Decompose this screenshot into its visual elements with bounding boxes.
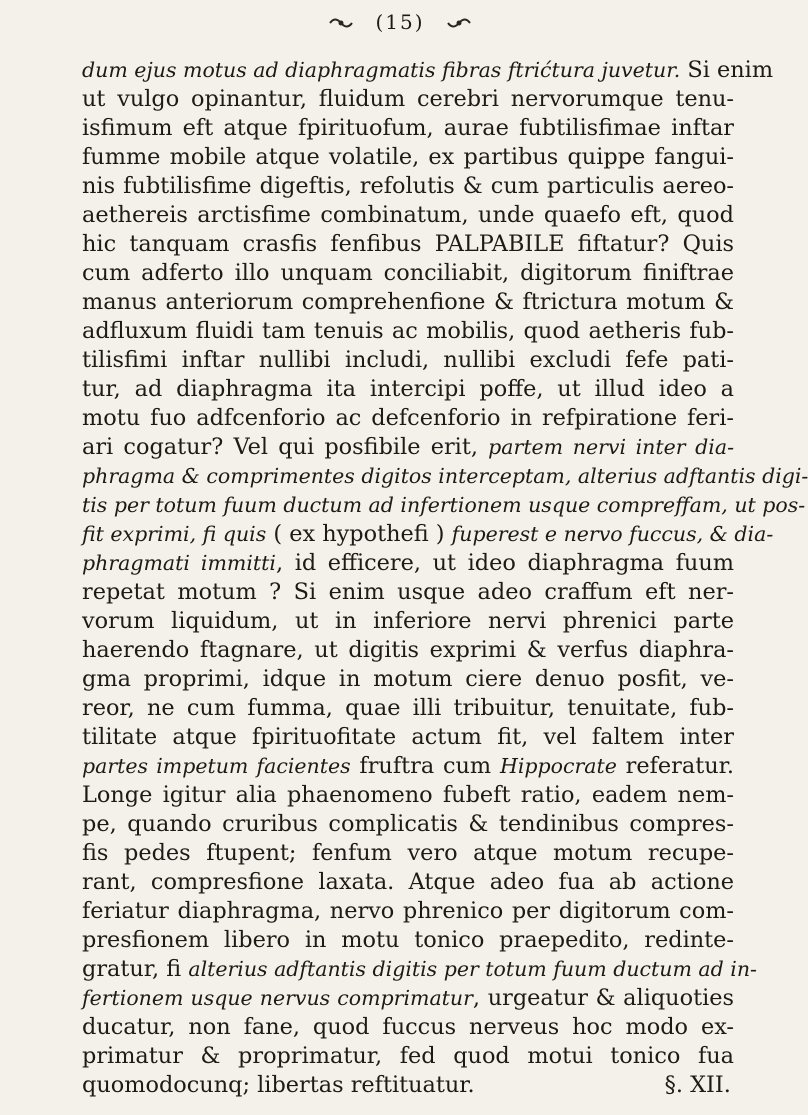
text-run: Si enim — [680, 57, 774, 83]
text-run: vorum liquidum, ut in inferiore nervi phrenici parte — [82, 608, 734, 634]
italic-text: Hippocrate — [499, 754, 617, 778]
text-run: , urgeatur & aliquoties — [472, 985, 734, 1011]
text-line — [82, 1042, 734, 1071]
text-run: feriatur diaphragma, nervo phrenico per digitorum com- — [82, 898, 734, 924]
italic-text: phragma & comprimentes digitos interceptam, alterius adftantis digi- — [82, 464, 808, 488]
text-line — [82, 143, 734, 172]
text-run: gma proprimi, idque in motum ciere denuo posfit, ve- — [82, 666, 734, 692]
text-run: gratur, fi — [82, 956, 189, 982]
text-line — [82, 549, 734, 578]
text-run: manus anteriorum comprehenfione & ftrictura motum & — [82, 289, 734, 315]
text-line — [82, 752, 734, 781]
text-run: tur, ad diaphragma ita intercipi poffe, ut illud ideo a — [82, 376, 734, 402]
text-line — [82, 114, 734, 143]
text-line — [82, 926, 734, 955]
text-line — [82, 984, 734, 1013]
text-line — [82, 636, 734, 665]
text-run: Longe igitur alia phaenomeno fubeft ratio, eadem nem- — [82, 782, 734, 808]
text-line — [82, 607, 734, 636]
italic-text: partes impetum facientes — [82, 754, 351, 778]
italic-text: phragmati immitti — [82, 551, 276, 575]
text-run: fruftra cum — [350, 753, 500, 779]
text-line — [82, 723, 734, 752]
text-run: reor, ne cum fumma, quae illi tribuitur, tenuitate, fub- — [82, 695, 734, 721]
text-line — [82, 897, 734, 926]
text-line — [82, 578, 734, 607]
text-line — [82, 1013, 734, 1042]
text-run: ( ex hypothefi ) — [266, 521, 452, 547]
text-run: tilitate atque fpirituofitate actum fit, vel faltem inter — [82, 724, 734, 750]
text-line — [82, 433, 734, 462]
text-line — [82, 172, 734, 201]
text-line — [82, 317, 734, 346]
italic-text: fuperest e nervo fuccus, & dia- — [451, 522, 774, 546]
text-line — [82, 665, 734, 694]
text-run: §. XII. — [664, 1072, 731, 1098]
text-line — [82, 346, 734, 375]
text-run: referatur. — [616, 753, 734, 779]
left-ornament-icon — [328, 16, 354, 30]
text-line — [82, 230, 734, 259]
text-run: aethereis arctisfime combinatum, unde quaefo eft, quod — [82, 202, 734, 228]
text-run: rant, compresfione laxata. Atque adeo fua ab actione — [82, 869, 734, 895]
text-line — [82, 781, 734, 810]
text-run: ari cogatur? Vel qui posfibile erit, — [82, 434, 489, 460]
text-line — [82, 810, 734, 839]
italic-text: dum ejus motus ad diaphragmatis fibras ftrićtura juvetur. — [82, 58, 681, 82]
text-line — [82, 375, 734, 404]
text-run: repetat motum ? Si enim usque adeo craffum eft ner- — [82, 579, 734, 605]
text-line — [82, 85, 734, 114]
text-run: tilisfimi inftar nullibi includi, nullibi excludi fefe pati- — [82, 347, 734, 373]
text-run: isfimum eft atque fpirituofum, aurae fubtilisfimae inftar — [82, 115, 734, 141]
italic-text: alterius adftantis digitis per totum fuum ductum ad in- — [188, 957, 757, 981]
text-line — [82, 955, 757, 984]
text-line — [82, 1071, 734, 1100]
text-line — [82, 404, 734, 433]
text-run: primatur & proprimatur, fed quod motui tonico fua — [82, 1043, 734, 1069]
italic-text: fit exprimi, fi quis — [82, 522, 267, 546]
page-number: (15) — [375, 10, 425, 34]
italic-text: fertionem usque nervus comprimatur — [82, 986, 473, 1010]
text-run: ut vulgo opinantur, fluidum cerebri nervorumque tenu- — [82, 86, 734, 112]
text-run: motu fuo adfcenforio ac defcenforio in refpiratione feri- — [82, 405, 734, 431]
text-run: nis fubtilisfime digeftis, refolutis & cum particulis aereo- — [82, 173, 734, 199]
text-line — [82, 259, 734, 288]
text-run: haerendo ftagnare, ut digitis exprimi & verfus diaphra- — [82, 637, 734, 663]
text-run: hic tanquam crasfis fenfibus PALPABILE fiftatur? Quis — [82, 231, 734, 257]
text-line — [82, 491, 806, 520]
text-run: fumme mobile atque volatile, ex partibus quippe fangui- — [82, 144, 734, 170]
text-line — [82, 520, 774, 549]
text-run: , id efficere, ut ideo diaphragma fuum — [275, 550, 734, 576]
text-line — [82, 56, 774, 85]
text-run: presfionem libero in motu tonico praepedito, redinte- — [82, 927, 734, 953]
text-run: fis pedes ftupent; fenfum vero atque motum recupe- — [82, 840, 734, 866]
text-run: adfluxum fluidi tam tenuis ac mobilis, quod aetheris fub- — [82, 318, 734, 344]
italic-text: tis per totum fuum ductum ad infertionem usque compreffam, ut pos- — [82, 493, 806, 517]
page-header — [0, 10, 800, 35]
text-run: pe, quando cruribus complicatis & tendinibus compres- — [82, 811, 734, 837]
text-run: quomodocunq; libertas reftituatur. — [82, 1072, 475, 1098]
right-ornament-icon — [446, 16, 472, 30]
italic-text: partem nervi inter dia- — [488, 435, 735, 459]
text-line — [82, 462, 808, 491]
text-line — [82, 868, 734, 897]
text-run: ducatur, non fane, quod fuccus nerveus hoc modo ex- — [82, 1014, 734, 1040]
text-run: cum adferto illo unquam conciliabit, digitorum finiftrae — [82, 260, 734, 286]
text-line — [82, 839, 734, 868]
text-line — [82, 201, 734, 230]
text-line — [82, 694, 734, 723]
text-body — [82, 56, 808, 1100]
text-line — [82, 288, 734, 317]
